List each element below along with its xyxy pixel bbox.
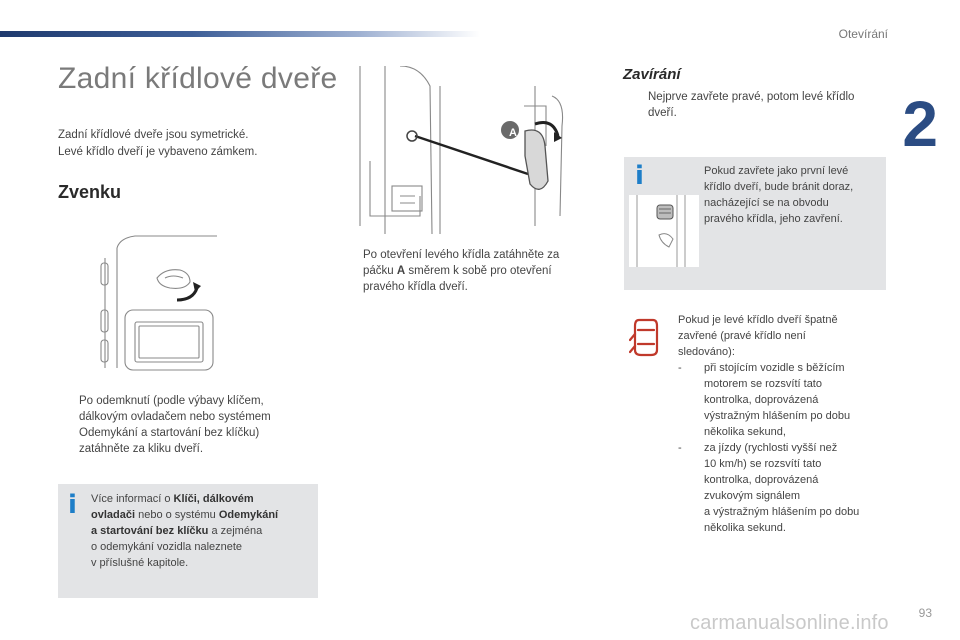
dash-marker: - — [678, 442, 682, 454]
bullet-zvenku — [58, 393, 308, 457]
info-icon: i — [68, 490, 77, 520]
bullet-text-part: páčku — [363, 265, 397, 277]
heading-zavirani: Zavírání — [623, 66, 681, 83]
bullet-zavirani — [627, 89, 887, 121]
bullet-line: dveří. — [648, 107, 677, 119]
info-text-line: pravého křídla, jeho zavření. — [704, 213, 843, 225]
bullet-line: Nejprve zavřete pravé, potom levé křídlo — [648, 91, 855, 103]
info-text-part: nebo o systému — [135, 509, 219, 521]
info-text-bold: Klíči, dálkovém — [173, 493, 254, 505]
bullet-line: Po otevření levého křídla zatáhněte za — [363, 249, 560, 261]
info-text-part: Více informací o — [91, 493, 174, 505]
watermark: carmanualsonline.info — [690, 612, 889, 634]
info-box-zvenku — [58, 484, 318, 598]
bullet-line: Odemykání a startování bez klíčku) — [79, 427, 260, 439]
warning-list-item — [678, 440, 883, 536]
info-icon: i — [635, 161, 644, 191]
warning-line: motorem se rozsvítí tato — [704, 378, 822, 390]
info-text-line: Pokud zavřete jako první levé — [704, 165, 849, 177]
dash-marker: - — [678, 362, 682, 374]
intro-text — [58, 127, 257, 161]
page-number: 93 — [918, 606, 932, 620]
section-name: Otevírání — [838, 27, 888, 41]
bullet-line: pravého křídla dveří. — [363, 281, 468, 293]
warning-line: Pokud je levé křídlo dveří špatně — [678, 314, 838, 326]
info-text — [91, 491, 311, 571]
door-handle-illustration — [95, 218, 220, 378]
info-box-zavirani — [624, 157, 886, 290]
bullet-line: Po odemknutí (podle výbavy klíčem, — [79, 395, 264, 407]
bullet-text-part: směrem k sobě pro otevření — [405, 265, 552, 277]
info-text-bold: Odemykání — [218, 509, 279, 521]
warning-line: výstražným hlášením po dobu — [704, 410, 851, 422]
warning-line: několika sekund, — [704, 426, 786, 438]
warning-line: za jízdy (rychlosti vyšší než — [704, 442, 838, 454]
heading-zvenku: Zvenku — [58, 182, 122, 202]
bullet-text-bold: A — [396, 265, 406, 277]
bullet-line: dálkovým ovladačem nebo systémem — [79, 411, 271, 423]
door-open-warning-icon — [629, 316, 663, 358]
info-text-bold: ovladači — [91, 509, 136, 521]
page-title: Zadní křídlové dveře — [58, 62, 338, 95]
warning-line: při stojícím vozidle s běžícím — [704, 362, 845, 374]
info-text-part: a zejména — [208, 525, 263, 537]
warning-line: zvukovým signálem — [704, 490, 800, 502]
intro-line: Zadní křídlové dveře jsou symetrické. — [58, 129, 249, 141]
info-text-line: nacházející se na obvodu — [704, 197, 829, 209]
bullet-line — [363, 263, 592, 279]
info-text-line: v příslušné kapitole. — [91, 557, 189, 569]
warning-line: kontrolka, doprovázená — [704, 394, 819, 406]
chapter-number: 2 — [902, 88, 938, 160]
bullet-line: zatáhněte za kliku dveří. — [79, 443, 204, 455]
intro-line: Levé křídlo dveří je vybaveno zámkem. — [58, 146, 258, 158]
info-text — [704, 163, 882, 227]
bullet-center — [342, 247, 592, 295]
warning-list-item — [678, 360, 883, 440]
info-text-line: o odemykání vozidla naleznete — [91, 541, 243, 553]
warning-text — [678, 312, 883, 536]
warning-line: a výstražným hlášením po dobu — [704, 506, 860, 518]
warning-line: několika sekund. — [704, 522, 786, 534]
info-text-line: křídlo dveří, bude bránit doraz, — [704, 181, 854, 193]
info-text-bold: a startování bez klíčku — [91, 525, 209, 537]
warning-line: kontrolka, doprovázená — [704, 474, 819, 486]
warning-line: zavřené (pravé křídlo není — [678, 330, 806, 342]
header-gradient-bar — [0, 31, 480, 37]
door-stop-illustration — [629, 195, 699, 267]
lever-a-illustration — [340, 66, 580, 234]
warning-line: sledováno): — [678, 346, 735, 358]
label-a: A — [509, 127, 517, 139]
warning-line: 10 km/h) se rozsvítí tato — [704, 458, 822, 470]
